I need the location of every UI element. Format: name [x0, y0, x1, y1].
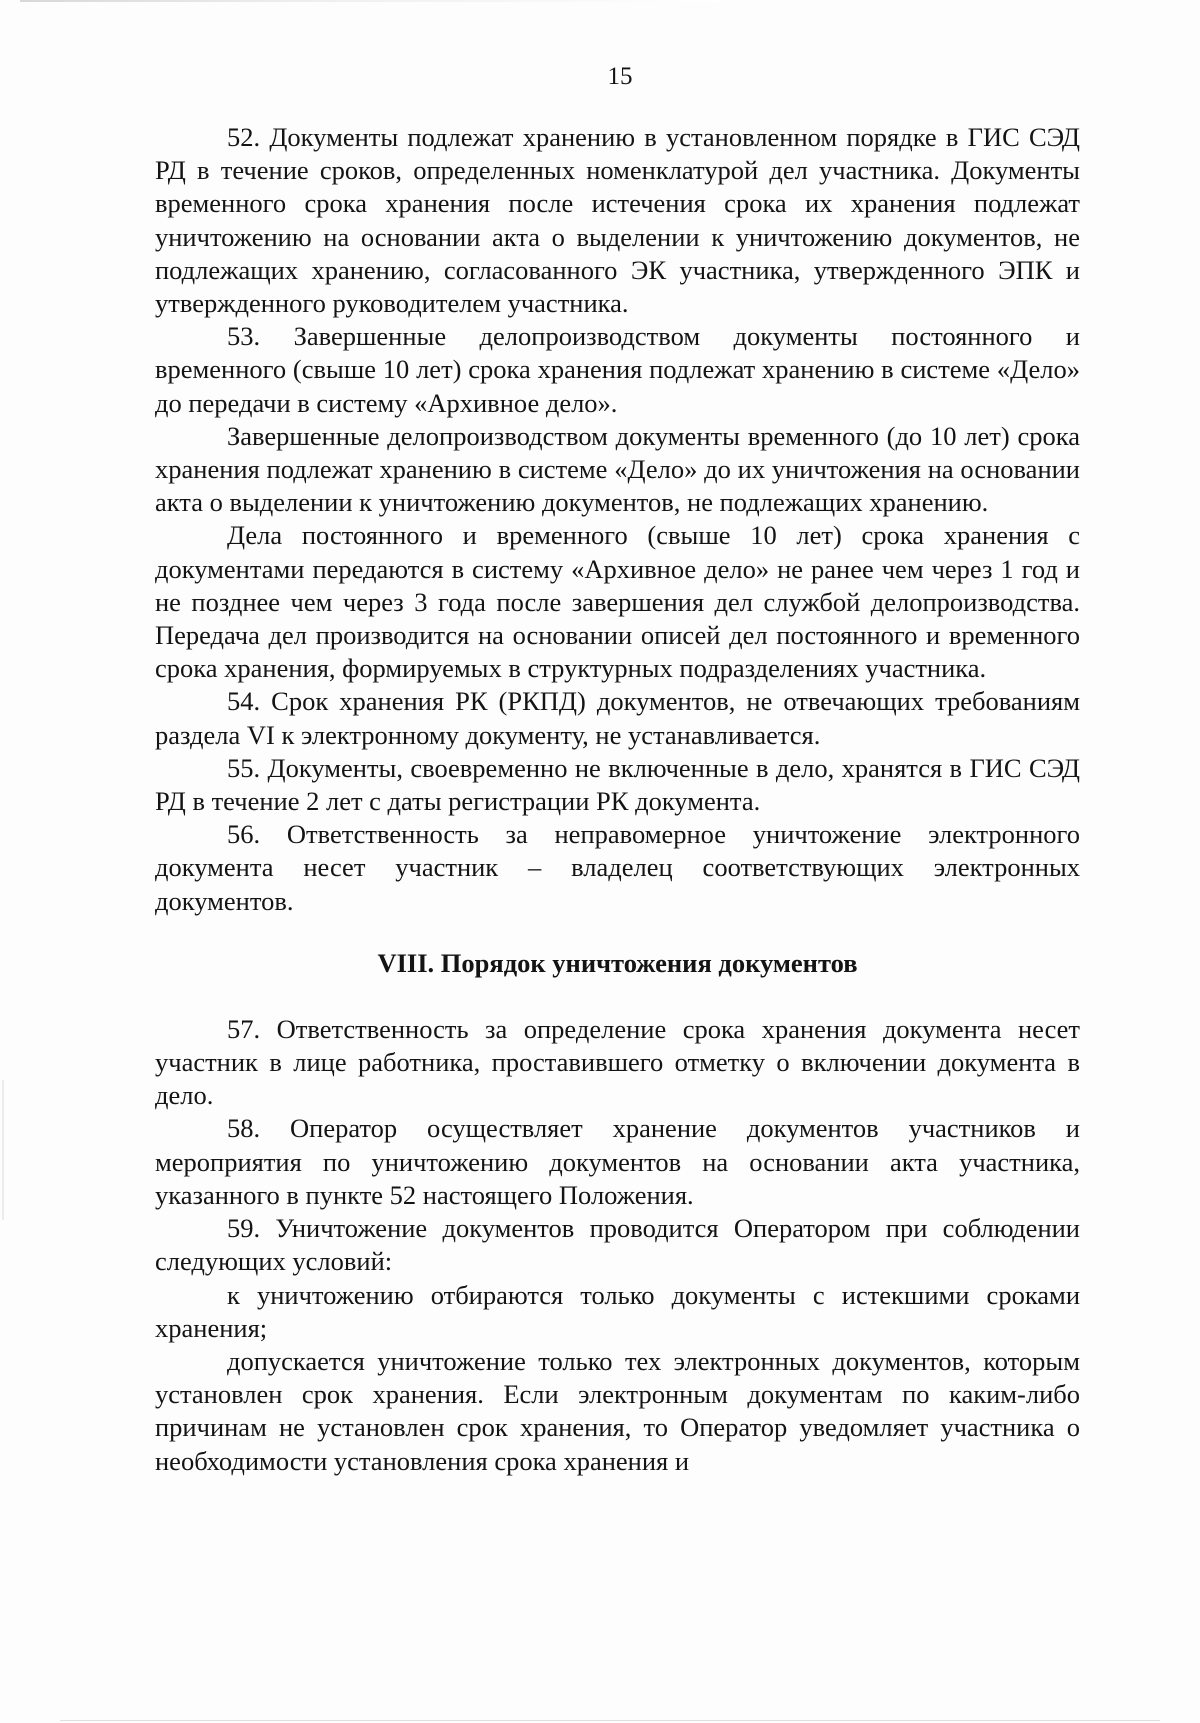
paragraph-52: 52. Документы подлежат хранению в установленном порядке в ГИС СЭД РД в течение сроков, определенных номенклатурой дел участника. Документы временного срока хранения после истечения срока их хранения подлежат уничтожению на основании акта о выделении к уничтожению документов, не подлежащих хранению, согласованного ЭК участника, утвержденного ЭПК и утвержденного руководителем участника.	[155, 122, 1080, 319]
paragraph-58: 58. Оператор осуществляет хранение документов участников и мероприятия по уничтожению документов на основании акта участника, указанного в пункте 52 настоящего Положения.	[155, 1113, 1080, 1210]
paragraph-53-temporary: Завершенные делопроизводством документы временного (до 10 лет) срока хранения подлежат хранению в системе «Дело» до их уничтожения на основании акта о выделении к уничтожению документов, не подлежащих хранению.	[155, 420, 1080, 518]
paragraph-56: 56. Ответственность за неправомерное уничтожение электронного документа несет участник – владелец соответствующих электронных документов.	[155, 819, 1080, 916]
scan-artifact-top	[20, 0, 720, 2]
page-number: 15	[607, 63, 633, 90]
paragraph-59-condition-2: допускается уничтожение только тех электронных документов, которым установлен срок хранения. Если электронным документам по каким-либо причинам не установлен срок хранения, то Оператор уведомляет участника о необходимости установления срока хранения и	[155, 1345, 1080, 1476]
scan-artifact-bottom	[60, 1720, 1160, 1721]
paragraph-59: 59. Уничтожение документов проводится Оператором при соблюдении следующих условий:	[155, 1213, 1080, 1277]
paragraph-57: 57. Ответственность за определение срока хранения документа несет участник в лице работника, проставившего отметку о включении документа в дело.	[155, 1013, 1080, 1111]
paragraph-59-condition-1: к уничтожению отбираются только документы с истекшими сроками хранения;	[155, 1279, 1080, 1343]
paragraph-53-transfer: Дела постоянного и временного (свыше 10 лет) срока хранения с документами передаются в систему «Архивное дело» не ранее чем через 1 год и не позднее чем через 3 года после завершения дел службой делопроизводства. Передача дел производится на основании описей дел постоянного и временного срока хранения, формируемых в структурных подразделениях участника.	[155, 520, 1080, 684]
section-heading: VIII. Порядок уничтожения документов	[377, 947, 858, 978]
scan-artifact-left	[2, 1080, 4, 1220]
paragraph-55: 55. Документы, своевременно не включенные в дело, хранятся в ГИС СЭД РД в течение 2 лет с даты регистрации РК документа.	[155, 752, 1080, 817]
paragraph-54: 54. Срок хранения РК (РКПД) документов, не отвечающих требованиям раздела VI к электронному документу, не устанавливается.	[155, 686, 1080, 750]
document-body	[155, 121, 1080, 1478]
paragraph-53: 53. Завершенные делопроизводством документы постоянного и временного (свыше 10 лет) срока хранения подлежат хранению в системе «Дело» до передачи в систему «Архивное дело».	[155, 321, 1080, 418]
